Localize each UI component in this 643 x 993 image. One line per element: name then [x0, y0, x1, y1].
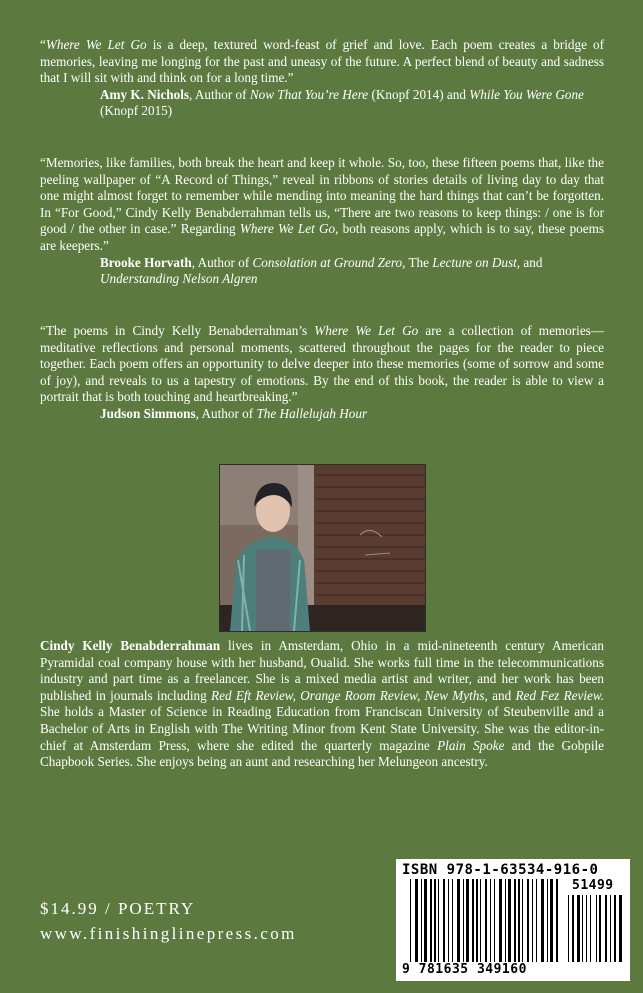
attr-text: (Knopf 2014) and: [368, 86, 470, 102]
attr-text: , Author of: [191, 254, 253, 270]
barcode-bar: [472, 879, 474, 962]
barcode-bar: [505, 879, 506, 962]
blurb-attribution: [40, 255, 604, 288]
attr-text: and: [520, 254, 543, 270]
barcode-bar: [438, 879, 439, 962]
barcode-bar: [434, 879, 436, 962]
quote-text: “Memories, like families, both break the heart and keep it whole. So, too, these fifteen poems that, like the peeling wallpaper of “A Record of Things,” reveal in ribbons of stories details of living day to day that one might almost forget to remember while mending into meaning the hard things that can’t be forgotten. In “For Good,” Cindy Kelly Benabderrahman tells us, “There are two reasons to keep things: / one is for good / the other in case.” Regarding: [40, 155, 604, 237]
barcode-bar: [547, 879, 548, 962]
barcode-bar: [582, 895, 583, 962]
barcode-bar: [572, 895, 574, 962]
bio-text: and: [487, 687, 516, 703]
journal-titles: Red Fez Review.: [515, 687, 605, 703]
book-title: While You Were Gone: [469, 86, 584, 102]
bio-text: lives in Amsterdam, Ohio in a mid-nineteenth century American Pyramidal coal company house with her husband, Oualid. She works full time in the telecommunications industry and part time as a freelancer. She is a mixed media artist and writer, and her work has been published in journals including: [40, 638, 604, 703]
barcode-bar: [610, 895, 611, 962]
barcode-bar: [556, 879, 558, 962]
magazine-title: Plain Spoke: [437, 737, 505, 753]
barcode-bar: [485, 879, 487, 962]
barcode-bar: [448, 879, 449, 962]
barcode-bar: [596, 895, 597, 962]
barcode-bar: [536, 879, 537, 962]
book-title: Now That You’re Here: [249, 86, 369, 102]
barcode-bar: [457, 879, 460, 962]
attr-text: (Knopf 2015): [100, 103, 173, 119]
price-code: 51499: [572, 878, 614, 893]
bio-text: She holds a Master of Science in Reading Education from Franciscan University of Steubenville and a Bachelor of Arts in English with The Writing Minor from Kent State University. She was the editor-in-chief at Amsterdam Press, where she edited the quarterly magazine: [40, 704, 604, 753]
author-name: Brooke Horvath: [100, 254, 192, 270]
attr-text: , Author of: [195, 405, 257, 421]
barcode-bar: [499, 879, 502, 962]
barcode-bar: [518, 879, 520, 962]
barcode-bar: [443, 879, 445, 962]
barcode-bar: [532, 879, 533, 962]
book-title: Where We Let Go: [45, 37, 147, 52]
barcode-bar: [452, 879, 453, 962]
price-genre: $14.99 / POETRY: [40, 899, 196, 918]
blurb-nichols: [40, 37, 604, 120]
book-title: Understanding Nelson Algren: [100, 271, 258, 287]
publisher-url: www.finishinglinepress.com: [40, 924, 297, 943]
barcode-bar: [514, 879, 516, 962]
barcode-bar: [508, 879, 511, 962]
book-title: Consolation at Ground Zero,: [252, 254, 406, 270]
barcode-bar: [586, 895, 587, 962]
quote-text: is a deep, textured word-feast of grief and love. Each poem creates a bridge of memories, leaving me longing for the past and uneasy of the future. A perfect blend of beauty and sadness that I will sit with and think on for a long time.”: [40, 37, 605, 86]
author-name: Judson Simmons: [100, 405, 196, 421]
barcode-bar: [463, 879, 464, 962]
barcode-bar: [577, 895, 580, 962]
barcode-bar: [527, 879, 529, 962]
isbn-label: ISBN 978-1-63534-916-0: [402, 862, 599, 878]
attr-text: , Author of: [189, 86, 250, 102]
barcode-bar: [476, 879, 478, 962]
quote-text: , both reasons apply, which is to say, these poems are keepers.”: [40, 221, 605, 253]
barcode-bar: [550, 879, 553, 962]
blurb-quote: [40, 323, 604, 406]
attr-text: The: [405, 254, 433, 270]
barcode-bar: [599, 895, 601, 962]
barcode-bar: [410, 879, 411, 962]
author-photo: [219, 464, 426, 632]
barcode-bar: [590, 895, 591, 962]
blurb-attribution: [40, 406, 604, 423]
barcode-bar: [466, 879, 469, 962]
book-title: Where We Let Go: [314, 323, 419, 338]
blurb-horvath: [40, 155, 604, 288]
book-title: Where We Let Go: [239, 221, 336, 237]
quote-text: are a collection of memories—meditative reflections and personal moments, scattered throughout the pages for the reader to piece together. Each poem offers an opportunity to delve deeper into these memories (some of sorrow and some of joy), and reveals to us a tapestry of emotions. By the end of this book, the reader is able to view a portrait that is both touching and heartbreaking.”: [40, 323, 605, 405]
book-title: Lecture on Dust,: [432, 254, 521, 270]
barcode-bar: [568, 895, 569, 962]
barcode-bar: [480, 879, 481, 962]
author-bio: [40, 638, 604, 771]
journal-titles: Red Eft Review, Orange Room Review, New Myths,: [211, 687, 488, 703]
book-title: The Hallelujah Hour: [256, 405, 368, 421]
ean-digits: 9 781635 349160: [402, 962, 527, 977]
blurb-attribution: [40, 87, 604, 120]
author-name: Amy K. Nichols: [100, 86, 190, 102]
barcode-bar: [424, 879, 427, 962]
blurb-quote: [40, 155, 604, 255]
barcode-bar: [415, 879, 418, 962]
barcode-bar: [430, 879, 432, 962]
quote-text: “The poems in Cindy Kelly Benabderrahman’s: [40, 323, 315, 338]
barcode-bar: [490, 879, 491, 962]
author-name: Cindy Kelly Benabderrahman: [40, 638, 221, 653]
barcode-bar: [541, 879, 544, 962]
barcode-bar: [421, 879, 422, 962]
barcode-bar: [614, 895, 616, 962]
bio-text: and the Gobpile Chapbook Series. She enjoys being an aunt and researching her Melungeon ancestry.: [40, 737, 605, 770]
barcode-bar: [522, 879, 523, 962]
isbn-barcode: [396, 859, 630, 981]
barcode-bar: [619, 895, 622, 962]
blurb-quote: “Where We Let Go is a deep, textured word-feast of grief and love. Each poem creates a bridge of memories, leaving me longing for the past and uneasy of the future. A perfect blend of beauty and sadness that I will sit with and think on for a long time.”: [40, 37, 605, 86]
blurb-simmons: [40, 323, 604, 423]
barcode-bar: [605, 895, 607, 962]
barcode-bar: [494, 879, 495, 962]
